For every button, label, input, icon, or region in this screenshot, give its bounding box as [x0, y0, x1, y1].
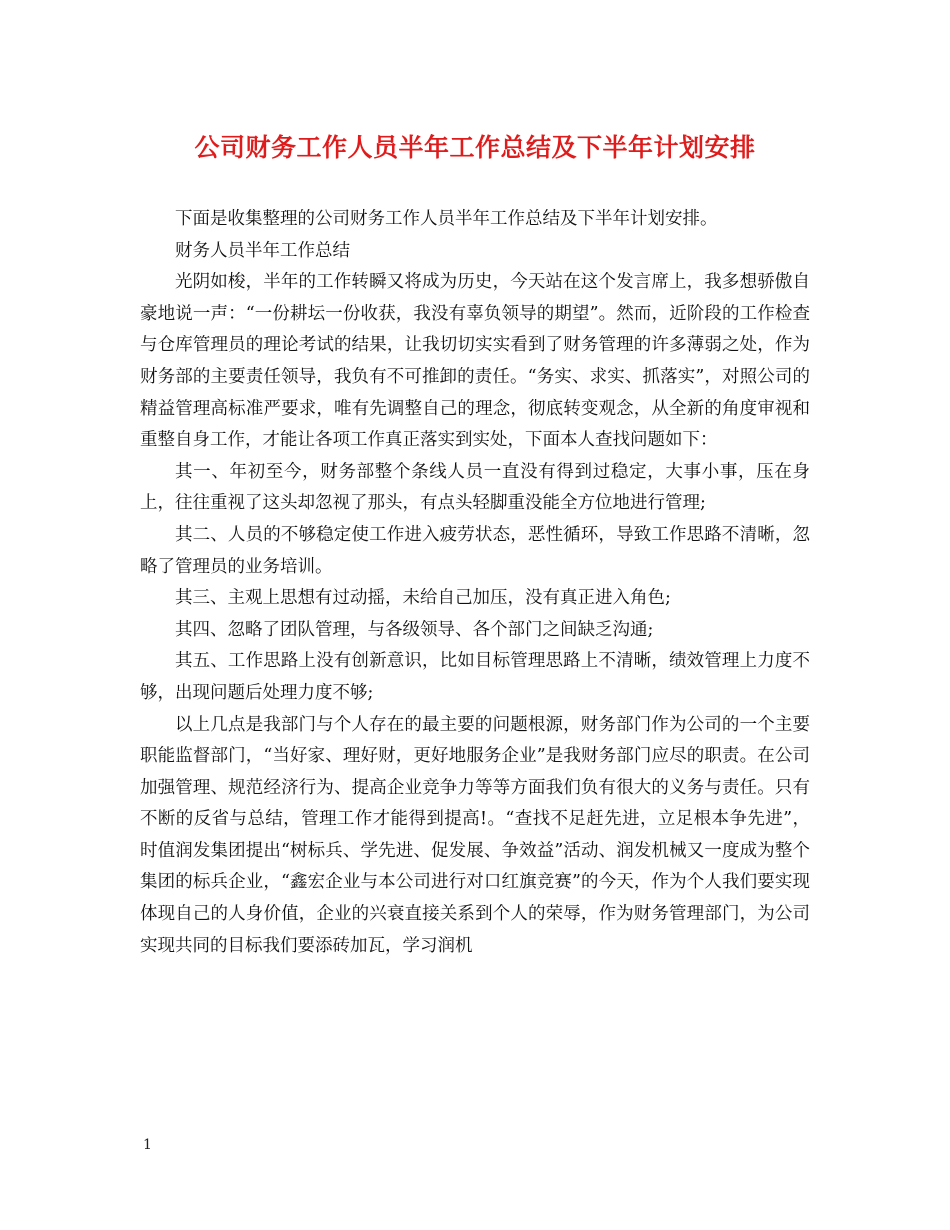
issue-item-2: 其二、人员的不够稳定使工作进入疲劳状态，恶性循环，导致工作思路不清晰，忽略了管理员的业务培训。 [140, 524, 810, 577]
issue-item-4: 其四、忽略了团队管理，与各级领导、各个部门之间缺乏沟通; [175, 619, 654, 640]
body-paragraph: 以上几点是我部门与个人存在的最主要的问题根源，财务部门作为公司的一个主要职能监督部门，“当好家、理好财，更好地服务企业”是我财务部门应尽的职责。在公司加强管理、规范经济行为、提高企业竞争力等等方面我们负有很大的义务与责任。只有不断的反省与总结，管理工作才能得到提高!。“查找不足赶先进，立足根本争先进”，时值润发集团提出“树标兵、学先进、促发展、争效益”活动、润发机械又一度成为整个集团的标兵企业，“鑫宏企业与本公司进行对口红旗竞赛”的今天，作为个人我们要实现体现自己的人身价值，企业的兴衰直接关系到个人的荣辱，作为财务管理部门，为公司实现共同的目标我们要添砖加瓦，学习润机 [140, 714, 810, 956]
page-number: 1 [143, 1137, 152, 1153]
document-body [140, 204, 810, 962]
issue-item-1: 其一、年初至今，财务部整个条线人员一直没有得到过稳定，大事小事，压在身上，往往重视了这头却忽视了那头，有点头轻脚重没能全方位地进行管理; [140, 461, 810, 514]
body-paragraph: 光阴如梭，半年的工作转瞬又将成为历史，今天站在这个发言席上，我多想骄傲自豪地说一声：“一份耕坛一份收获，我没有辜负领导的期望”。然而，近阶段的工作检查与仓库管理员的理论考试的结果，让我切切实实看到了财务管理的许多薄弱之处，作为财务部的主要责任领导，我负有不可推卸的责任。“务实、求实、抓落实”，对照公司的精益管理高标准严要求，唯有先调整自己的理念，彻底转变观念，从全新的角度审视和重整自身工作，才能让各项工作真正落实到实处，下面本人查找问题如下： [140, 272, 810, 451]
issue-item-5: 其五、工作思路上没有创新意识，比如目标管理思路上不清晰，绩效管理上力度不够，出现问题后处理力度不够; [140, 651, 810, 703]
document-title: 公司财务工作人员半年工作总结及下半年计划安排 [194, 133, 756, 162]
issue-item-3: 其三、主观上思想有过动摇，未给自己加压，没有真正进入角色; [175, 588, 671, 609]
section-heading: 财务人员半年工作总结 [175, 240, 350, 261]
intro-paragraph: 下面是收集整理的公司财务工作人员半年工作总结及下半年计划安排。 [175, 209, 718, 229]
